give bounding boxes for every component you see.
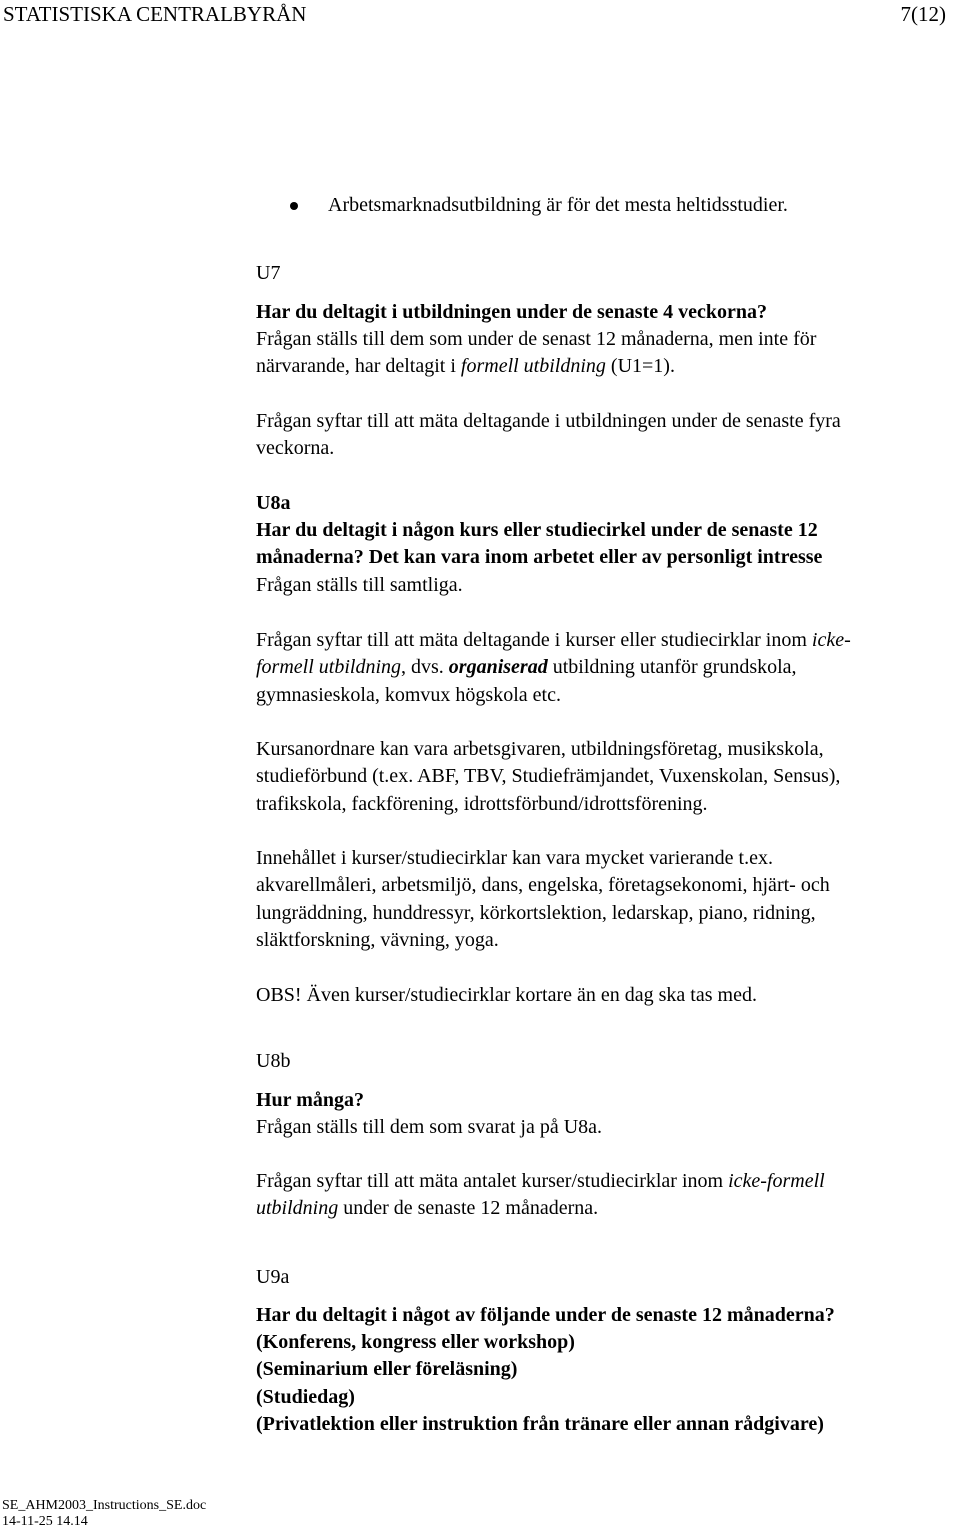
- section-code: U7: [256, 262, 281, 284]
- text-span: närvarande, har deltagit i: [256, 355, 461, 378]
- emphasis-term: icke-: [811, 629, 851, 651]
- text-span: utbildning utanför grundskola,: [547, 656, 797, 679]
- option-item: (Privatlektion eller instruktion från tränare eller annan rådgivare): [256, 1412, 824, 1435]
- question-text: [256, 517, 822, 572]
- text-line: gymnasieskola, komvux högskola etc.: [256, 683, 561, 706]
- emphasis-term: icke-formell: [728, 1170, 825, 1192]
- bullet-text: Arbetsmarknadsutbildning är för det mesta heltidsstudier.: [328, 194, 788, 216]
- question-text: Har du deltagit i något av följande under de senaste 12 månaderna?: [256, 1304, 835, 1326]
- text-span: Frågan syftar till att mäta antalet kurser/studiecirklar inom: [256, 1170, 729, 1192]
- section-code: U9a: [256, 1266, 290, 1288]
- text-line: släktforskning, vävning, yoga.: [256, 928, 499, 951]
- section-code: U8a: [256, 492, 291, 514]
- footer-filename: SE_AHM2003_Instructions_SE.doc: [2, 1498, 207, 1513]
- text-line: Kursanordnare kan vara arbetsgivaren, utbildningsföretag, musikskola,: [256, 738, 824, 760]
- purpose-text: [256, 408, 841, 463]
- text-line: studieförbund (t.ex. ABF, TBV, Studiefrämjandet, Vuxenskolan, Sensus),: [256, 765, 841, 788]
- note-text: OBS! Även kurser/studiecirklar kortare än en dag ska tas med.: [256, 984, 757, 1006]
- purpose-text: [256, 1168, 825, 1223]
- text-line: veckorna.: [256, 437, 335, 460]
- option-item: (Studiedag): [256, 1385, 355, 1408]
- content-text: [256, 845, 830, 954]
- footer: [2, 1498, 206, 1530]
- text-span: (U1=1).: [605, 355, 675, 378]
- text-line: månaderna? Det kan vara inom arbetet eller av personligt intresse: [256, 546, 823, 569]
- text-line: trafikskola, fackförening, idrottsförbund/idrottsförening.: [256, 792, 708, 815]
- emphasis-term: formell utbildning: [256, 656, 401, 679]
- text-span: Frågan syftar till att mäta deltagande i kurser eller studiecirklar inom: [256, 629, 812, 651]
- text-span: under de senaste 12 månaderna.: [338, 1197, 599, 1220]
- strong-term: organiserad: [448, 656, 548, 679]
- option-item: (Seminarium eller föreläsning): [256, 1358, 518, 1381]
- text-line: [256, 627, 851, 654]
- text-line: lungräddning, hunddressyr, körkortslektion, ledarskap, piano, ridning,: [256, 901, 816, 924]
- bullet-icon: [290, 202, 298, 210]
- text-line: [256, 654, 851, 681]
- text-line: [256, 1168, 825, 1195]
- text-line: [256, 353, 816, 380]
- text-line: Innehållet i kurser/studiecirklar kan vara mycket varierande t.ex.: [256, 847, 773, 869]
- purpose-text: [256, 627, 851, 709]
- text-line: Frågan ställs till dem som under de senast 12 månaderna, men inte för: [256, 328, 817, 350]
- page-number: 7(12): [900, 2, 946, 26]
- asked-text: [256, 326, 816, 381]
- question-text: Hur många?: [256, 1089, 364, 1111]
- text-line: akvarellmåleri, arbetsmiljö, dans, engelska, företagsekonomi, hjärt- och: [256, 874, 830, 897]
- emphasis-term: formell utbildning: [460, 355, 606, 378]
- emphasis-term: utbildning: [256, 1197, 339, 1220]
- asked-text: Frågan ställs till samtliga.: [256, 574, 463, 596]
- option-item: (Konferens, kongress eller workshop): [256, 1331, 575, 1353]
- text-span: , dvs.: [401, 656, 449, 679]
- text-line: Har du deltagit i någon kurs eller studiecirkel under de senaste 12: [256, 519, 818, 541]
- question-text: Har du deltagit i utbildningen under de senaste 4 veckorna?: [256, 301, 767, 323]
- options-list: [256, 1329, 824, 1438]
- section-code: U8b: [256, 1050, 291, 1072]
- text-line: Frågan syftar till att mäta deltagande i utbildningen under de senaste fyra: [256, 410, 841, 432]
- asked-text: Frågan ställs till dem som svarat ja på U8a.: [256, 1116, 603, 1138]
- document-header-title: STATISTISKA CENTRALBYRÅN: [3, 2, 307, 26]
- text-line: [256, 1195, 825, 1222]
- footer-datetime: 14-11-25 14.14: [2, 1514, 88, 1529]
- organizers-text: [256, 736, 840, 818]
